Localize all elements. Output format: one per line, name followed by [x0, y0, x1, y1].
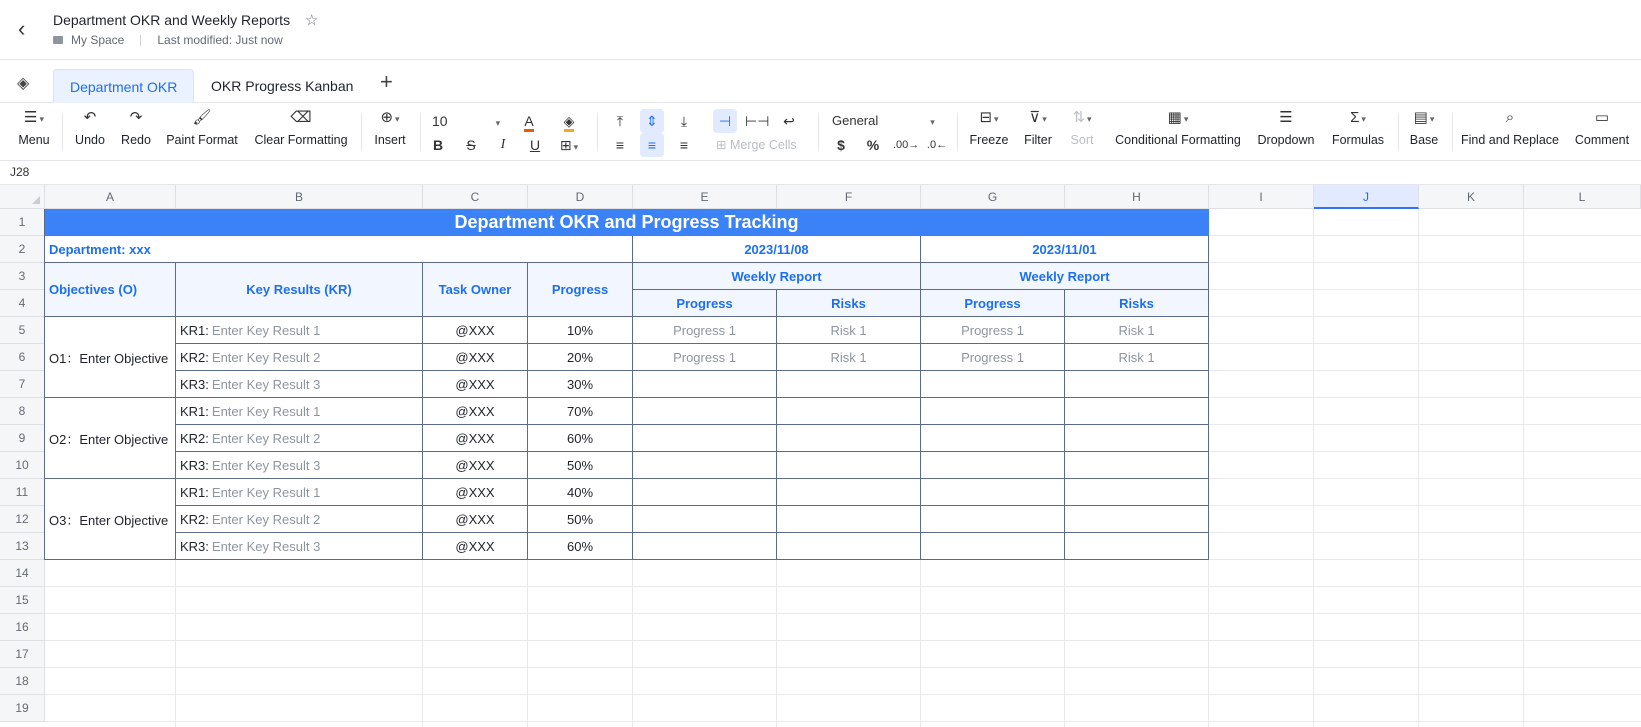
week1-progress-cell[interactable]: [633, 479, 777, 506]
row-header-18[interactable]: 18: [0, 668, 45, 695]
column-header-f[interactable]: F: [777, 185, 921, 209]
key-result-cell[interactable]: [176, 425, 423, 452]
back-icon[interactable]: ‹: [18, 16, 26, 41]
dropdown-button[interactable]: ☰ Dropdown: [1254, 107, 1318, 147]
week2-risk-cell[interactable]: Risk 1: [1065, 344, 1209, 371]
strikethrough-icon[interactable]: S: [466, 137, 476, 153]
week2-risk-cell[interactable]: Risk 1: [1065, 317, 1209, 344]
borders-icon[interactable]: ⊞ ▾: [559, 137, 579, 153]
kr-placeholder: Enter Key Result 3: [211, 376, 321, 392]
cell-reference[interactable]: J28: [10, 165, 30, 179]
currency-icon[interactable]: $: [837, 137, 845, 153]
sheet-tabs: [0, 61, 1641, 103]
eraser-icon: ⌫: [290, 109, 312, 126]
key-result-cell[interactable]: [176, 317, 423, 344]
clear-formatting-button[interactable]: ⌫ Clear Formatting: [252, 107, 350, 147]
column-header-b[interactable]: B: [176, 185, 423, 209]
comment-icon: ▭: [1594, 109, 1610, 126]
week2-progress-cell[interactable]: [921, 398, 1065, 425]
gridline: [1313, 209, 1314, 727]
row-header-9[interactable]: 9: [0, 425, 45, 452]
font-color-icon[interactable]: A: [517, 109, 541, 133]
redo-icon: ↷: [129, 109, 143, 126]
week2-risk-cell[interactable]: [1065, 398, 1209, 425]
formulas-button[interactable]: Σ ▾ Formulas: [1326, 107, 1390, 147]
key-result-cell[interactable]: [176, 344, 423, 371]
progress-cell[interactable]: 40%: [528, 479, 633, 506]
task-owner-header[interactable]: Task Owner: [423, 263, 528, 317]
filter-button[interactable]: ⊽ ▾ Filter: [1018, 107, 1058, 147]
row-header-12[interactable]: 12: [0, 506, 45, 533]
find-icon: ⌕: [1505, 109, 1515, 126]
week1-progress-cell[interactable]: [633, 452, 777, 479]
column-header-c[interactable]: C: [423, 185, 528, 209]
tab-okr-progress-kanban[interactable]: OKR Progress Kanban: [211, 78, 354, 94]
gridline: [45, 586, 1641, 587]
week2-report-header[interactable]: Weekly Report: [921, 263, 1209, 290]
progress-cell[interactable]: 70%: [528, 398, 633, 425]
last-modified: Last modified: Just now: [157, 33, 283, 47]
text-overflow-icon[interactable]: ⊣: [713, 109, 737, 133]
kr-label: KR1:: [180, 484, 209, 500]
merge-icon: ⊞: [716, 138, 730, 152]
kr-placeholder: Enter Key Result 3: [211, 538, 321, 554]
key-result-cell[interactable]: [176, 533, 423, 560]
week2-risk-cell[interactable]: [1065, 533, 1209, 560]
text-clip-icon[interactable]: ⊢⊣: [745, 113, 770, 129]
progress-cell[interactable]: 60%: [528, 533, 633, 560]
column-header-e[interactable]: E: [633, 185, 777, 209]
plus-circle-icon: ⊕ ▾: [380, 109, 400, 126]
row-header-6[interactable]: 6: [0, 344, 45, 371]
week1-progress-cell[interactable]: [633, 371, 777, 398]
kr-placeholder: Enter Key Result 1: [211, 484, 321, 500]
merge-cells-button[interactable]: ⊞ Merge Cells: [716, 138, 797, 152]
comment-button[interactable]: ▭ Comment: [1572, 107, 1632, 147]
tab-department-okr[interactable]: Department OKR: [53, 69, 194, 103]
row-header-17[interactable]: 17: [0, 641, 45, 668]
spreadsheet-grid[interactable]: [0, 185, 1641, 727]
gridline: [45, 694, 1641, 695]
align-bottom-icon[interactable]: ⤓: [680, 113, 688, 129]
kr-placeholder: Enter Key Result 2: [211, 511, 321, 527]
bold-button-icon[interactable]: B: [432, 137, 444, 153]
menu-button[interactable]: ☰ ▾ Menu: [14, 107, 54, 147]
row-header-19[interactable]: 19: [0, 695, 45, 722]
kr-label: KR1:: [180, 322, 209, 338]
key-result-cell[interactable]: [176, 452, 423, 479]
key-result-cell[interactable]: [176, 371, 423, 398]
row-header-1[interactable]: 1: [0, 209, 45, 236]
sigma-icon: Σ ▾: [1350, 109, 1366, 126]
owner-cell[interactable]: @XXX: [423, 344, 528, 371]
week2-progress-cell[interactable]: Progress 1: [921, 317, 1065, 344]
column-header-h[interactable]: H: [1065, 185, 1209, 209]
dropdown-icon: ☰: [1279, 109, 1293, 126]
week1-progress-cell[interactable]: [633, 425, 777, 452]
key-results-header[interactable]: Key Results (KR): [176, 263, 423, 317]
owner-cell[interactable]: @XXX: [423, 533, 528, 560]
folder-icon: [53, 36, 63, 44]
row-header-3[interactable]: 3: [0, 263, 45, 290]
undo-button[interactable]: ↶ Undo: [72, 107, 108, 147]
week1-progress-cell[interactable]: [633, 533, 777, 560]
base-icon: ▤ ▾: [1413, 109, 1435, 126]
week2-risks-header[interactable]: Risks: [1065, 290, 1209, 317]
kr-label: KR3:: [180, 376, 209, 392]
gridline: [45, 613, 1641, 614]
week1-progress-cell[interactable]: Progress 1: [633, 317, 777, 344]
progress-cell[interactable]: 50%: [528, 506, 633, 533]
column-header-i[interactable]: I: [1209, 185, 1314, 209]
kr-label: KR2:: [180, 349, 209, 365]
objective-cell[interactable]: O2：Enter Objective: [45, 398, 176, 479]
document-title[interactable]: Department OKR and Weekly Reports: [53, 12, 291, 28]
align-left-icon[interactable]: ≡: [615, 137, 625, 153]
align-top-icon[interactable]: ⤒: [616, 113, 624, 129]
week1-risk-cell[interactable]: [777, 371, 921, 398]
underline-icon[interactable]: U: [529, 137, 541, 153]
gridline: [45, 721, 1641, 722]
week1-risk-cell[interactable]: Risk 1: [777, 317, 921, 344]
document-header: [0, 0, 1641, 60]
week2-progress-cell[interactable]: [921, 533, 1065, 560]
week2-risk-cell[interactable]: [1065, 479, 1209, 506]
progress-cell[interactable]: 50%: [528, 452, 633, 479]
week2-risk-cell[interactable]: [1065, 452, 1209, 479]
table-border: [44, 209, 45, 560]
week1-progress-cell[interactable]: [633, 398, 777, 425]
owner-cell[interactable]: @XXX: [423, 425, 528, 452]
week1-risk-cell[interactable]: [777, 425, 921, 452]
freeze-button[interactable]: ⊟ ▾ Freeze: [966, 107, 1012, 147]
week1-risk-cell[interactable]: [777, 533, 921, 560]
kr-label: KR2:: [180, 511, 209, 527]
sort-button[interactable]: ⇅ ▾ Sort: [1064, 107, 1100, 147]
key-result-cell[interactable]: [176, 398, 423, 425]
gridline: [45, 667, 1641, 668]
menu-icon: ☰ ▾: [24, 109, 44, 126]
freeze-icon: ⊟ ▾: [979, 109, 999, 126]
select-all-corner[interactable]: [0, 185, 45, 209]
add-tab-icon[interactable]: +: [380, 69, 393, 94]
kr-placeholder: Enter Key Result 1: [211, 322, 321, 338]
week1-risk-cell[interactable]: [777, 452, 921, 479]
kr-label: KR3:: [180, 457, 209, 473]
owner-cell[interactable]: @XXX: [423, 452, 528, 479]
row-header-14[interactable]: 14: [0, 560, 45, 587]
kr-placeholder: Enter Key Result 3: [211, 457, 321, 473]
decrease-decimal-icon[interactable]: .0←: [926, 139, 948, 151]
column-header-k[interactable]: K: [1419, 185, 1524, 209]
week1-report-header[interactable]: Weekly Report: [633, 263, 921, 290]
progress-cell[interactable]: 30%: [528, 371, 633, 398]
owner-cell[interactable]: @XXX: [423, 398, 528, 425]
week2-risk-cell[interactable]: [1065, 371, 1209, 398]
week2-progress-cell[interactable]: [921, 425, 1065, 452]
progress-cell[interactable]: 10%: [528, 317, 633, 344]
week1-risk-cell[interactable]: Risk 1: [777, 344, 921, 371]
formula-bar: [0, 161, 1641, 185]
base-button[interactable]: ▤ ▾ Base: [1406, 107, 1442, 147]
progress-header[interactable]: Progress: [528, 263, 633, 317]
objective-cell[interactable]: O3：Enter Objective: [45, 479, 176, 560]
column-header-j[interactable]: J: [1314, 185, 1419, 209]
layers-icon[interactable]: ◈: [17, 75, 30, 92]
progress-cell[interactable]: 60%: [528, 425, 633, 452]
week1-risk-cell[interactable]: [777, 506, 921, 533]
row-header-15[interactable]: 15: [0, 587, 45, 614]
department-cell[interactable]: Department: xxx: [45, 236, 633, 263]
row-header-5[interactable]: 5: [0, 317, 45, 344]
kr-placeholder: Enter Key Result 2: [211, 430, 321, 446]
objectives-header[interactable]: Objectives (O): [45, 263, 176, 317]
owner-cell[interactable]: @XXX: [423, 479, 528, 506]
column-header-a[interactable]: A: [45, 185, 176, 209]
gridline: [1418, 209, 1419, 727]
week1-risks-header[interactable]: Risks: [777, 290, 921, 317]
italic-icon[interactable]: I: [500, 137, 506, 152]
conditional-formatting-icon: ▦ ▾: [1167, 109, 1189, 126]
row-header-16[interactable]: 16: [0, 614, 45, 641]
week2-progress-cell[interactable]: [921, 479, 1065, 506]
toolbar: [0, 103, 1641, 161]
star-icon[interactable]: ☆: [305, 12, 319, 29]
column-header-l[interactable]: L: [1524, 185, 1641, 209]
sort-icon: ⇅ ▾: [1072, 109, 1092, 126]
row-header-10[interactable]: 10: [0, 452, 45, 479]
column-header-d[interactable]: D: [528, 185, 633, 209]
paint-brush-icon: 🖌: [192, 109, 212, 126]
undo-icon: ↶: [83, 109, 97, 126]
row-header-11[interactable]: 11: [0, 479, 45, 506]
owner-cell[interactable]: @XXX: [423, 317, 528, 344]
kr-placeholder: Enter Key Result 1: [211, 403, 321, 419]
week2-risk-cell[interactable]: [1065, 506, 1209, 533]
sheet-title-cell[interactable]: Department OKR and Progress Tracking: [45, 209, 1209, 236]
align-middle-icon[interactable]: ⇕: [640, 109, 664, 133]
week1-risk-cell[interactable]: [777, 479, 921, 506]
row-header-8[interactable]: 8: [0, 398, 45, 425]
week2-progress-header[interactable]: Progress: [921, 290, 1065, 317]
align-right-icon[interactable]: ≡: [679, 137, 689, 153]
gridline: [45, 640, 1641, 641]
conditional-formatting-button[interactable]: ▦ ▾ Conditional Formatting: [1110, 107, 1246, 147]
kr-label: KR1:: [180, 403, 209, 419]
gridline: [1523, 209, 1524, 727]
text-wrap-icon[interactable]: ↩: [783, 113, 795, 129]
owner-cell[interactable]: @XXX: [423, 506, 528, 533]
row-header-2[interactable]: 2: [0, 236, 45, 263]
filter-icon: ⊽ ▾: [1029, 109, 1047, 126]
row-header-4[interactable]: 4: [0, 290, 45, 317]
kr-placeholder: Enter Key Result 2: [211, 349, 321, 365]
align-center-icon[interactable]: ≡: [640, 133, 664, 157]
row-header-13[interactable]: 13: [0, 533, 45, 560]
document-meta: [53, 33, 283, 47]
kr-label: KR3:: [180, 538, 209, 554]
week2-risk-cell[interactable]: [1065, 425, 1209, 452]
font-size-select[interactable]: 10 ▾: [432, 113, 501, 129]
insert-button[interactable]: ⊕ ▾ Insert: [370, 107, 410, 147]
column-header-g[interactable]: G: [921, 185, 1065, 209]
objective-cell[interactable]: O1：Enter Objective: [45, 317, 176, 398]
key-result-cell[interactable]: [176, 479, 423, 506]
percent-icon[interactable]: %: [866, 137, 880, 153]
redo-button[interactable]: ↷ Redo: [118, 107, 154, 147]
key-result-cell[interactable]: [176, 506, 423, 533]
week2-progress-cell[interactable]: Progress 1: [921, 344, 1065, 371]
week2-progress-cell[interactable]: [921, 371, 1065, 398]
divider: [140, 35, 141, 46]
week1-risk-cell[interactable]: [777, 398, 921, 425]
week1-date-cell[interactable]: 2023/11/08: [633, 236, 921, 263]
progress-cell[interactable]: 20%: [528, 344, 633, 371]
week1-progress-header[interactable]: Progress: [633, 290, 777, 317]
week1-progress-cell[interactable]: Progress 1: [633, 344, 777, 371]
week2-date-cell[interactable]: 2023/11/01: [921, 236, 1209, 263]
location-link[interactable]: My Space: [71, 33, 125, 47]
week2-progress-cell[interactable]: [921, 506, 1065, 533]
week1-progress-cell[interactable]: [633, 506, 777, 533]
kr-label: KR2:: [180, 430, 209, 446]
paint-format-button[interactable]: 🖌 Paint Format: [164, 107, 240, 147]
fill-color-icon[interactable]: ◈: [557, 109, 581, 133]
owner-cell[interactable]: @XXX: [423, 371, 528, 398]
week2-progress-cell[interactable]: [921, 452, 1065, 479]
find-replace-button[interactable]: ⌕ Find and Replace: [1461, 109, 1559, 147]
increase-decimal-icon[interactable]: .00→: [893, 139, 920, 151]
row-header-7[interactable]: 7: [0, 371, 45, 398]
number-format-select[interactable]: General ▾: [832, 113, 935, 128]
